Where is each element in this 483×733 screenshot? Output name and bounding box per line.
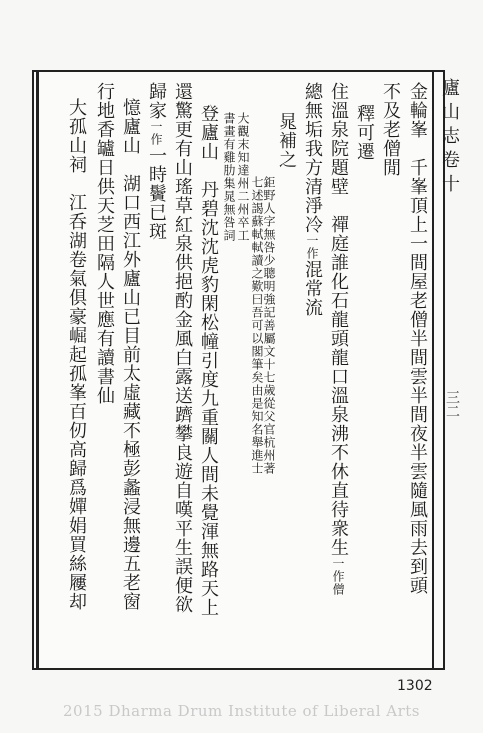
variant-note: 一作 [149, 120, 163, 146]
text-column-13: 大孤山祠 江呑湖卷氣俱豪崛起孤峯百仞高歸爲嬋娟買絲屨却 [66, 98, 87, 611]
poem-line: 歸家 [146, 82, 167, 120]
left-border-rule [36, 70, 39, 670]
author-line-shi-keqian: 釋可遷 [354, 104, 375, 161]
text-column-2: 不及老僧閒 [380, 82, 401, 177]
juan-number: 卷十 [439, 150, 460, 198]
text-column-1: 金輪峯 千峯頂上一間屋老僧半間雲半間夜半雲隨風雨去到頭 [407, 82, 428, 595]
running-title [440, 78, 462, 198]
text-column-4 [326, 82, 350, 596]
text-column-12: 行地香罏日供天芝田隔人世應有讀書仙 [94, 82, 115, 405]
right-border-rule [432, 70, 434, 670]
bio-note-line-1: 鉅野人字無咎少聰明強記善屬文十七歲從父官杭州著 [262, 176, 276, 475]
page-number: 1302 [397, 678, 433, 694]
text-column-5 [300, 82, 324, 317]
poem-line: 混常流 [302, 260, 323, 317]
folio-number: 三二 [444, 390, 460, 418]
poem-line: 住溫泉院題壁 禪庭誰化石龍頭龍口溫泉沸不休直待衆生 [328, 82, 349, 557]
bio-note-line-3: 大觀末知達州二州卒工 [236, 112, 250, 242]
text-column-8: 登廬山 丹碧沈沈虎豹閑松幢引度九重關人間未覺渾無路天上 [198, 104, 219, 617]
book-title: 廬山志 [439, 78, 460, 150]
bio-note-line-2: 七述謁蘇軾軾讀之歎曰吾可以閣筆矣由是知名舉進士 [250, 176, 264, 475]
variant-note: 一作僧 [331, 557, 345, 596]
poem-line: 一時鬢已斑 [146, 146, 167, 241]
poem-line: 總無垢我方清淨冷 [302, 82, 323, 234]
variant-note: 一作 [305, 234, 319, 260]
watermark: 2015 Dharma Drum Institute of Liberal Arts [63, 702, 420, 720]
text-column-10 [144, 82, 168, 241]
bio-note-line-4: 書畫有雞肋集晁無咎詞 [222, 112, 236, 242]
text-column-11: 憶廬山 湖口西江外廬山已目前太虛藏不極彭蠡浸無邊五老窗 [120, 98, 141, 611]
text-column-9: 還驚更有山瑤草紅泉供挹酌金風白露送躋攀良遊自嘆平生誤便欲 [172, 82, 193, 614]
author-name-chao-buzhi: 晁補之 [276, 112, 297, 169]
